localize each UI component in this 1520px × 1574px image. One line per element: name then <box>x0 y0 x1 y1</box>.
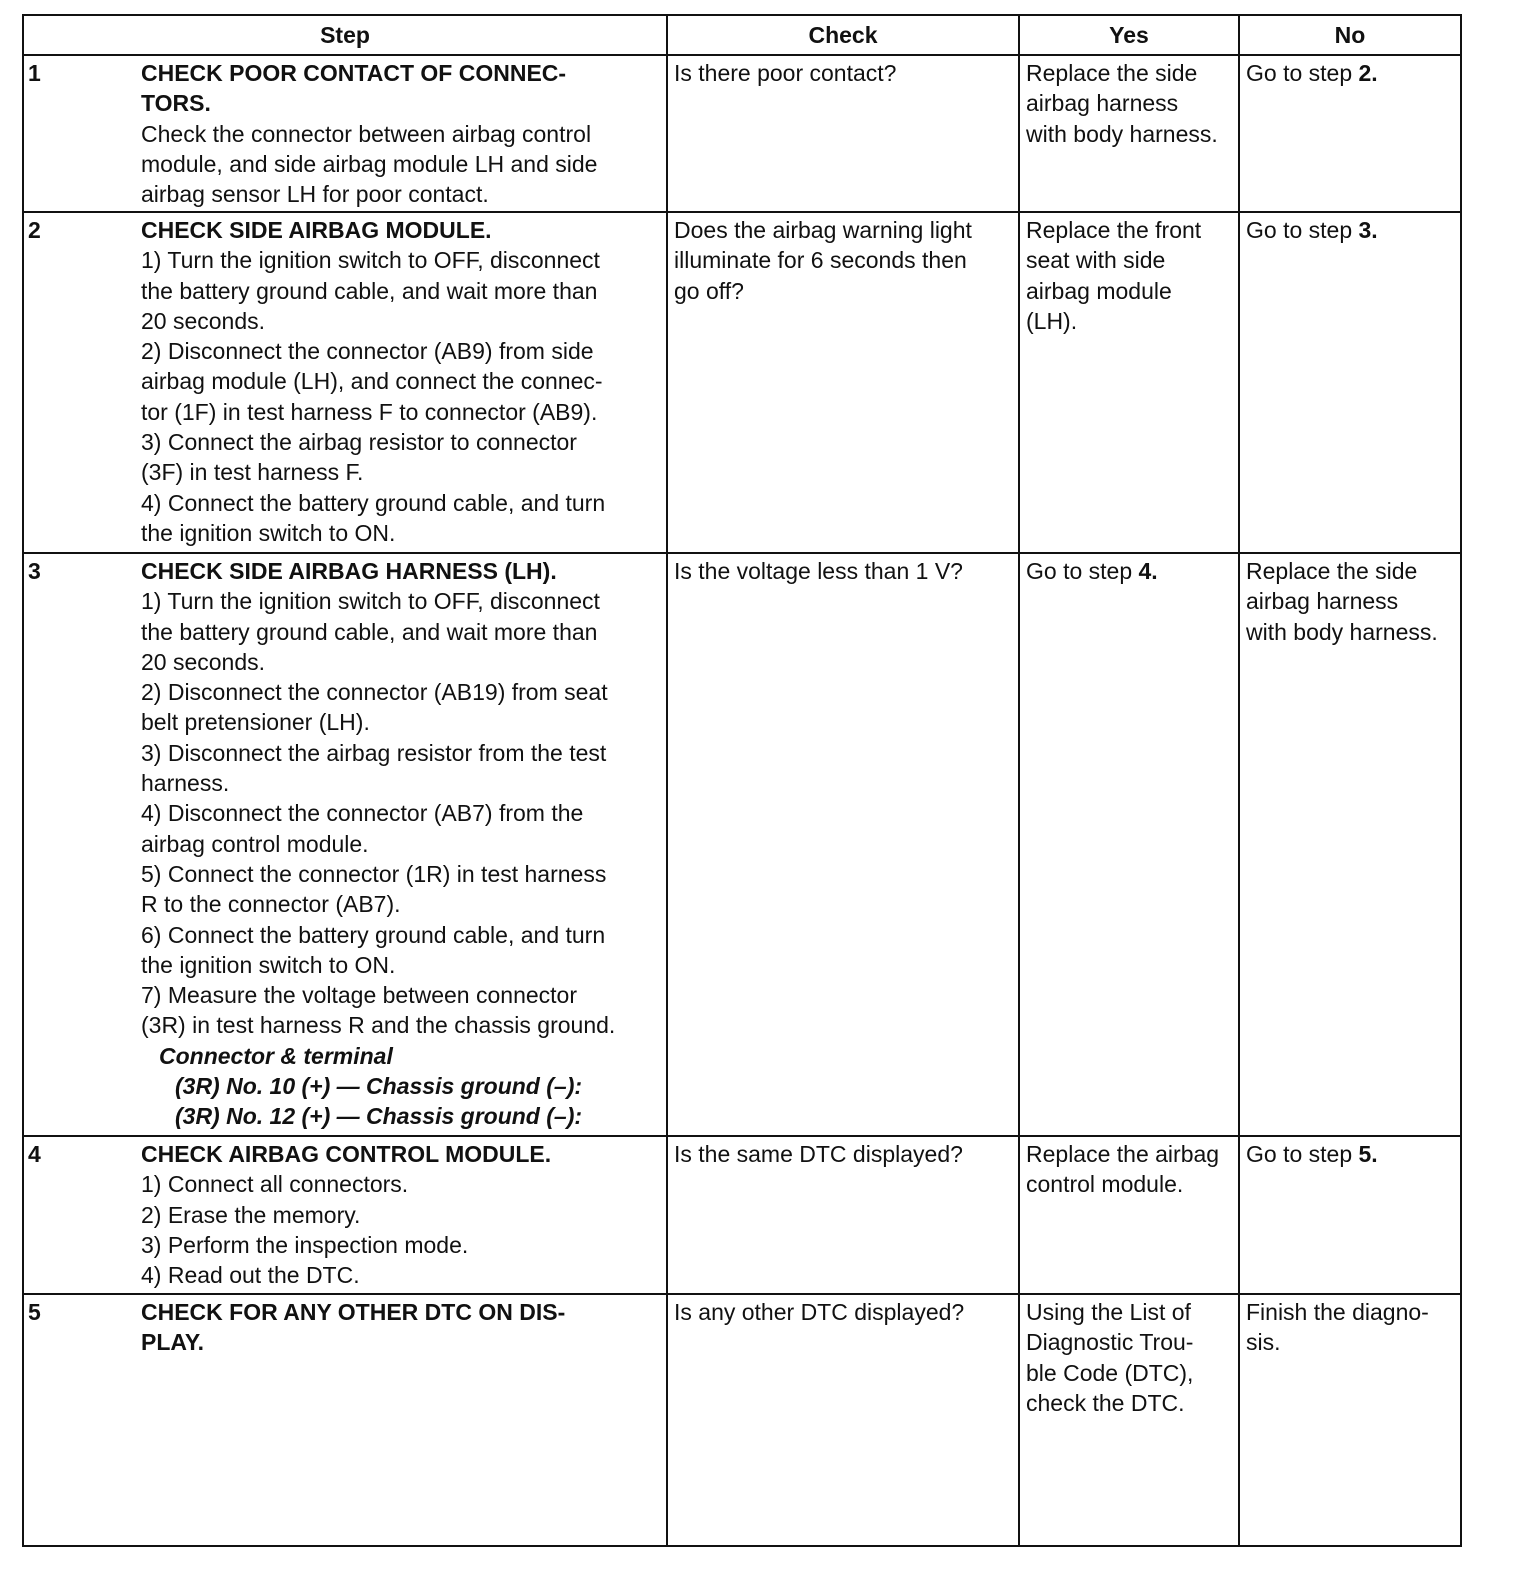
header-check: Check <box>667 15 1019 55</box>
step-number: 4 <box>23 1136 141 1294</box>
table-row <box>23 1294 1461 1546</box>
step-line: airbag sensor LH for poor contact. <box>141 181 489 208</box>
step-title: CHECK POOR CONTACT OF CONNEC- <box>141 60 567 86</box>
step-line: 3) Perform the inspection mode. <box>141 1231 469 1258</box>
step-line: R to the connector (AB7). <box>141 891 401 918</box>
check-line: Is any other DTC displayed? <box>674 1299 965 1325</box>
yes-line: control module. <box>1026 1171 1184 1198</box>
table-row <box>23 55 1461 212</box>
yes-line <box>1026 556 1232 586</box>
no-cell <box>1239 55 1461 212</box>
connector-terminal-heading: Connector & terminal <box>159 1042 393 1069</box>
yes-line: Replace the front <box>1026 217 1202 243</box>
connector-terminal-line: (3R) No. 12 (+) — Chassis ground (–): <box>175 1103 583 1130</box>
yes-line: (LH). <box>1026 307 1078 334</box>
no-step-ref: 2. <box>1358 60 1378 86</box>
yes-cell <box>1019 212 1239 553</box>
step-line: 4) Read out the DTC. <box>141 1262 360 1289</box>
step-line: 4) Connect the battery ground cable, and turn <box>141 489 606 516</box>
no-text: Go to step <box>1246 217 1359 243</box>
no-line: Finish the diagno- <box>1246 1299 1429 1325</box>
step-line: 20 seconds. <box>141 307 266 334</box>
yes-line: Replace the airbag <box>1026 1141 1220 1167</box>
step-description <box>141 1294 667 1546</box>
yes-line: seat with side <box>1026 247 1166 274</box>
step-line: 2) Disconnect the connector (AB9) from side <box>141 338 594 365</box>
header-yes: Yes <box>1019 15 1239 55</box>
check-line: illuminate for 6 seconds then <box>674 247 967 274</box>
no-cell <box>1239 553 1461 1136</box>
step-line: 1) Connect all connectors. <box>141 1171 409 1198</box>
step-description <box>141 553 667 1136</box>
check-line: go off? <box>674 277 744 304</box>
step-title: CHECK SIDE AIRBAG HARNESS (LH). <box>141 558 557 584</box>
diagnostic-page <box>22 14 1460 1547</box>
step-line: 1) Turn the ignition switch to OFF, disconnect <box>141 247 600 274</box>
no-line: Replace the side <box>1246 558 1418 584</box>
check-cell <box>667 55 1019 212</box>
step-line: 3) Disconnect the airbag resistor from the test <box>141 739 607 766</box>
yes-line: Diagnostic Trou- <box>1026 1329 1194 1356</box>
table-row <box>23 1136 1461 1294</box>
no-cell <box>1239 1294 1461 1546</box>
no-step-ref: 3. <box>1358 217 1378 243</box>
step-line: airbag module (LH), and connect the connec- <box>141 368 603 395</box>
step-description <box>141 212 667 553</box>
step-title: CHECK SIDE AIRBAG MODULE. <box>141 217 492 243</box>
header-no: No <box>1239 15 1461 55</box>
no-line: airbag harness <box>1246 588 1399 615</box>
yes-cell <box>1019 553 1239 1136</box>
check-cell <box>667 1294 1019 1546</box>
yes-text: Go to step <box>1026 558 1139 584</box>
step-line: module, and side airbag module LH and side <box>141 150 598 177</box>
yes-step-ref: 4. <box>1138 558 1158 584</box>
step-line: the battery ground cable, and wait more than <box>141 618 598 645</box>
step-line: airbag control module. <box>141 830 369 857</box>
connector-terminal-line: (3R) No. 10 (+) — Chassis ground (–): <box>175 1073 583 1100</box>
no-line <box>1246 58 1454 88</box>
step-line: (3F) in test harness F. <box>141 459 364 486</box>
step-title: CHECK AIRBAG CONTROL MODULE. <box>141 1141 552 1167</box>
yes-line: check the DTC. <box>1026 1389 1185 1416</box>
check-line: Is the voltage less than 1 V? <box>674 558 963 584</box>
yes-line: with body harness. <box>1026 120 1218 147</box>
step-line: the ignition switch to ON. <box>141 951 396 978</box>
no-cell <box>1239 1136 1461 1294</box>
step-line: 2) Erase the memory. <box>141 1201 361 1228</box>
yes-cell <box>1019 1294 1239 1546</box>
step-line: the battery ground cable, and wait more than <box>141 277 598 304</box>
header-step: Step <box>23 15 667 55</box>
diagnostic-table <box>22 14 1462 1547</box>
yes-line: airbag harness <box>1026 90 1179 117</box>
check-line: Is there poor contact? <box>674 60 897 86</box>
step-line: 20 seconds. <box>141 648 266 675</box>
check-line: Does the airbag warning light <box>674 217 972 243</box>
check-cell <box>667 553 1019 1136</box>
check-cell <box>667 212 1019 553</box>
no-line: sis. <box>1246 1329 1281 1356</box>
step-line: Check the connector between airbag control <box>141 120 592 147</box>
step-line: 2) Disconnect the connector (AB19) from seat <box>141 679 608 706</box>
no-line <box>1246 1139 1454 1169</box>
step-line: belt pretensioner (LH). <box>141 709 370 736</box>
yes-cell <box>1019 55 1239 212</box>
no-line: with body harness. <box>1246 618 1438 645</box>
table-row <box>23 553 1461 1136</box>
yes-line: Replace the side <box>1026 60 1198 86</box>
no-text: Go to step <box>1246 60 1359 86</box>
no-line <box>1246 215 1454 245</box>
no-step-ref: 5. <box>1358 1141 1378 1167</box>
step-line: 6) Connect the battery ground cable, and turn <box>141 921 606 948</box>
step-number: 5 <box>23 1294 141 1546</box>
step-line: 5) Connect the connector (1R) in test harness <box>141 860 607 887</box>
step-line: harness. <box>141 770 230 797</box>
step-line: the ignition switch to ON. <box>141 519 396 546</box>
yes-cell <box>1019 1136 1239 1294</box>
step-line: (3R) in test harness R and the chassis ground. <box>141 1012 616 1039</box>
yes-line: ble Code (DTC), <box>1026 1359 1194 1386</box>
step-line: 4) Disconnect the connector (AB7) from the <box>141 800 584 827</box>
yes-line: airbag module <box>1026 277 1172 304</box>
step-line: 1) Turn the ignition switch to OFF, disconnect <box>141 588 600 615</box>
step-number: 2 <box>23 212 141 553</box>
step-title: TORS. <box>141 90 211 117</box>
check-cell <box>667 1136 1019 1294</box>
step-description <box>141 55 667 212</box>
step-line: 3) Connect the airbag resistor to connector <box>141 429 577 456</box>
step-line: 7) Measure the voltage between connector <box>141 982 577 1009</box>
no-cell <box>1239 212 1461 553</box>
yes-line: Using the List of <box>1026 1299 1191 1325</box>
step-number: 1 <box>23 55 141 212</box>
check-line: Is the same DTC displayed? <box>674 1141 963 1167</box>
step-title: PLAY. <box>141 1329 205 1356</box>
step-title: CHECK FOR ANY OTHER DTC ON DIS- <box>141 1299 566 1325</box>
step-line: tor (1F) in test harness F to connector (AB9). <box>141 398 598 425</box>
no-text: Go to step <box>1246 1141 1359 1167</box>
step-description <box>141 1136 667 1294</box>
table-row <box>23 212 1461 553</box>
step-number: 3 <box>23 553 141 1136</box>
header-row <box>23 15 1461 55</box>
